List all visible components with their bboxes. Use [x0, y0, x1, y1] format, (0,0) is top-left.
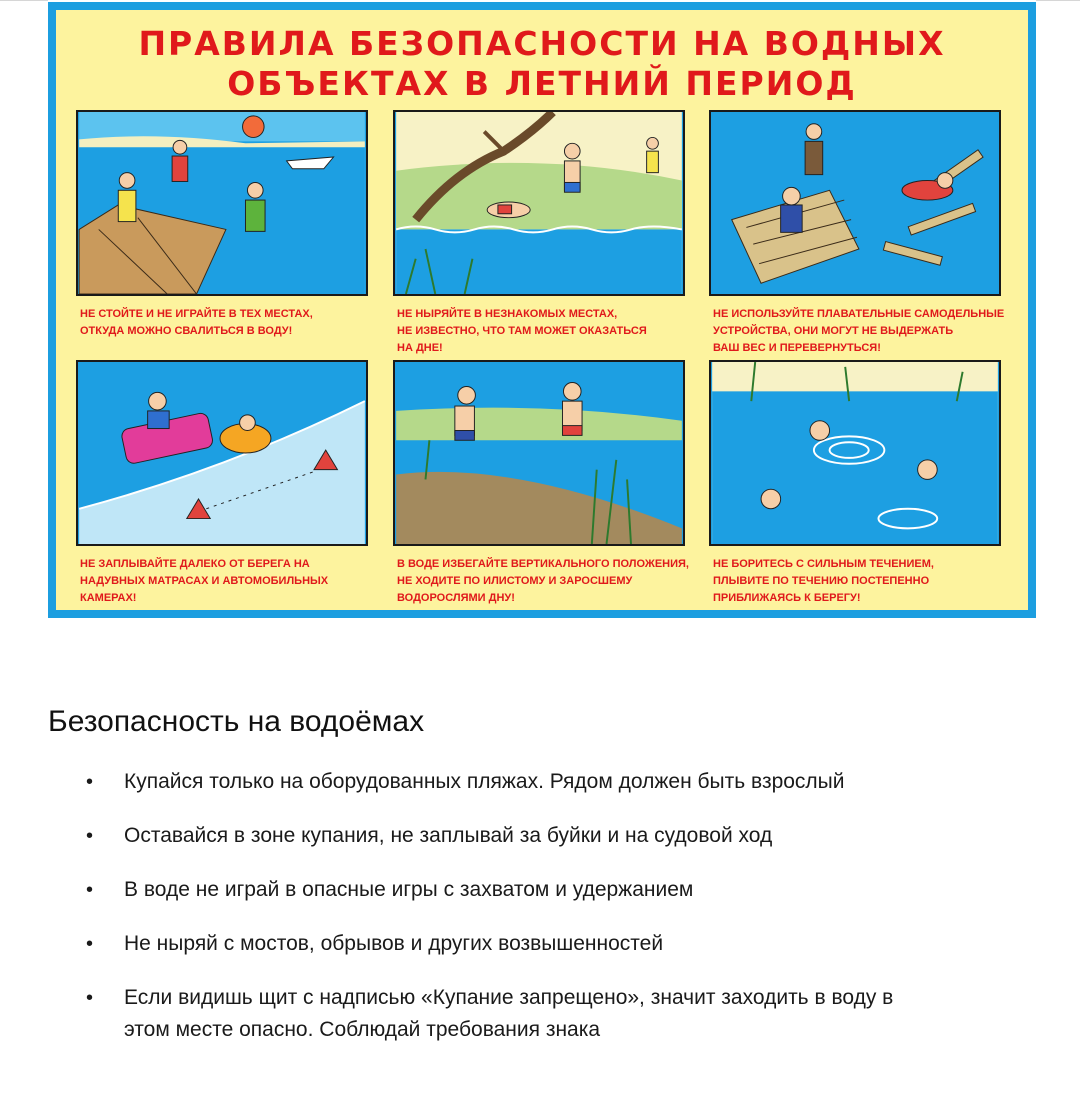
caption-line: НЕ ИЗВЕСТНО, ЧТО ТАМ МОЖЕТ ОКАЗАТЬСЯ — [397, 325, 647, 337]
list-item — [48, 982, 1038, 1046]
bullet-icon: • — [86, 771, 94, 793]
poster-title — [56, 24, 1028, 104]
list-item — [48, 874, 1038, 906]
list-item — [48, 766, 1038, 798]
poster-caption — [80, 306, 380, 340]
poster-caption — [80, 556, 380, 607]
caption-line: КАМЕРАХ! — [80, 592, 137, 604]
poster-panel-pier-illustration — [76, 110, 368, 296]
poster-panel-diving-illustration — [393, 110, 685, 296]
poster-caption — [713, 556, 1013, 607]
bullet-icon: • — [86, 987, 94, 1009]
poster-panel-current-illustration — [709, 360, 1001, 546]
bullet-icon: • — [86, 879, 94, 901]
caption-line: НАДУВНЫХ МАТРАСАХ И АВТОМОБИЛЬНЫХ — [80, 575, 329, 587]
diving-illustration — [395, 112, 683, 294]
current-illustration — [711, 362, 999, 544]
list-item-text: Если видишь щит с надписью «Купание запрещено», значит заходить в воду в — [124, 986, 894, 1009]
list-item — [48, 820, 1038, 852]
poster-caption — [397, 556, 697, 607]
list-item — [48, 928, 1038, 960]
poster-title-line: ПРАВИЛА БЕЗОПАСНОСТИ НА ВОДНЫХ — [138, 24, 946, 63]
caption-line: ПЛЫВИТЕ ПО ТЕЧЕНИЮ ПОСТЕПЕННО — [713, 575, 930, 587]
caption-line: НЕ НЫРЯЙТЕ В НЕЗНАКОМЫХ МЕСТАХ, — [397, 308, 618, 320]
poster-panel-wading-illustration — [393, 360, 685, 546]
pier-illustration — [78, 112, 366, 294]
poster-panel-mattress-illustration — [76, 360, 368, 546]
mattress-illustration — [78, 362, 366, 544]
wading-illustration — [395, 362, 683, 544]
list-item-text: Не ныряй с мостов, обрывов и других возвышенностей — [124, 932, 664, 955]
list-item-text: Купайся только на оборудованных пляжах. Рядом должен быть взрослый — [124, 770, 845, 793]
list-item-text: В воде не играй в опасные игры с захватом и удержанием — [124, 878, 694, 901]
caption-line: В ВОДЕ ИЗБЕГАЙТЕ ВЕРТИКАЛЬНОГО ПОЛОЖЕНИЯ, — [397, 558, 689, 570]
bullet-icon: • — [86, 825, 94, 847]
poster-panel-raft-illustration — [709, 110, 1001, 296]
raft-illustration — [711, 112, 999, 294]
poster-caption — [713, 306, 1013, 357]
caption-line: НЕ БОРИТЕСЬ С СИЛЬНЫМ ТЕЧЕНИЕМ, — [713, 558, 934, 570]
caption-line: УСТРОЙСТВА, ОНИ МОГУТ НЕ ВЫДЕРЖАТЬ — [713, 325, 954, 337]
article-heading: Безопасность на водоёмах — [48, 705, 425, 738]
safety-poster — [48, 2, 1036, 618]
caption-line: НЕ ИСПОЛЬЗУЙТЕ ПЛАВАТЕЛЬНЫЕ САМОДЕЛЬНЫЕ — [713, 308, 1005, 320]
caption-line: ВОДОРОСЛЯМИ ДНУ! — [397, 592, 515, 604]
caption-line: НЕ СТОЙТЕ И НЕ ИГРАЙТЕ В ТЕХ МЕСТАХ, — [80, 308, 313, 320]
list-item-text: Оставайся в зоне купания, не заплывай за буйки и на судовой ход — [124, 824, 773, 847]
caption-line: ПРИБЛИЖАЯСЬ К БЕРЕГУ! — [713, 592, 861, 604]
poster-title-line: ОБЪЕКТАХ В ЛЕТНИЙ ПЕРИОД — [227, 64, 857, 103]
caption-line: НЕ ЗАПЛЫВАЙТЕ ДАЛЕКО ОТ БЕРЕГА НА — [80, 558, 310, 570]
caption-line: ОТКУДА МОЖНО СВАЛИТЬСЯ В ВОДУ! — [80, 325, 293, 337]
caption-line: ВАШ ВЕС И ПЕРЕВЕРНУТЬСЯ! — [713, 342, 881, 354]
caption-line: НА ДНЕ! — [397, 342, 443, 354]
caption-line: НЕ ХОДИТЕ ПО ИЛИСТОМУ И ЗАРОСШЕМУ — [397, 575, 633, 587]
safety-rules-list — [48, 766, 1038, 1068]
list-item-text: этом месте опасно. Соблюдай требования знака — [124, 1018, 601, 1041]
poster-caption — [397, 306, 697, 357]
bullet-icon: • — [86, 933, 94, 955]
